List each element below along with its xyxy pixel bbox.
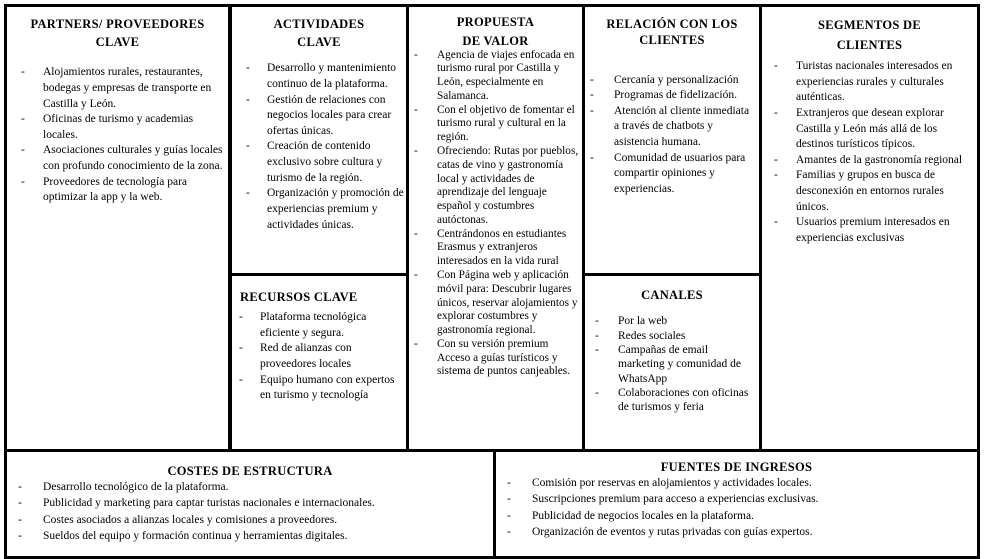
costes-title: COSTES DE ESTRUCTURA (167, 464, 333, 478)
costes-list (7, 479, 493, 544)
actividades-title (232, 15, 406, 51)
actividades-item: - Organización y promoción de experiencias premium y actividades únicas. (267, 186, 406, 233)
actividades-list (232, 61, 406, 233)
propuesta-item: - Centrándonos en estudiantes Erasmus y extranjeros interesados en la vida rural (437, 228, 580, 269)
propuesta-title-line2: DE VALOR (462, 33, 529, 48)
propuesta-title-line1: PROPUESTA (456, 15, 535, 29)
costes-block (4, 449, 496, 559)
propuesta-item: - Agencia de viajes enfocada en turismo rural por Castilla y León, especialmente en Salamanca. (437, 49, 580, 104)
propuesta-list (409, 49, 582, 380)
costes-item: - Publicidad y marketing para captar turistas nacionales e internacionales. (43, 495, 489, 511)
propuesta-item: - Con su versión premium Acceso a guías turísticos y sistema de puntos canjeables. (437, 338, 580, 379)
segmentos-title-line2: CLIENTES (836, 38, 903, 52)
fuentes-item: - Publicidad de negocios locales en la plataforma. (532, 508, 973, 524)
relacion-title-line1: RELACIÓN CON LOS (606, 17, 738, 31)
actividades-block (229, 4, 409, 276)
relacion-list (585, 73, 759, 198)
canales-block (582, 273, 762, 453)
propuesta-title (409, 13, 582, 51)
recursos-item: - Red de alianzas con proveedores locales (260, 341, 402, 372)
relacion-item: - Cercanía y personalización (614, 73, 757, 89)
fuentes-block (493, 449, 980, 559)
fuentes-item: - Comisión por reservas en alojamientos y actividades locales. (532, 475, 973, 491)
segmentos-title-line1: SEGMENTOS DE (817, 18, 922, 32)
recursos-list (232, 310, 406, 404)
relacion-item: - Programas de fidelización. (614, 88, 757, 104)
partners-block (4, 4, 231, 452)
actividades-item: - Gestión de relaciones con negocios locales para crear ofertas únicas. (267, 93, 406, 140)
segmentos-list (762, 59, 977, 247)
relacion-item: - Comunidad de usuarios para compartir opiniones y experiencias. (614, 151, 757, 198)
segmentos-item: - Usuarios premium interesados en experiencias exclusivas (796, 215, 975, 246)
partners-title (7, 15, 228, 51)
fuentes-list (496, 475, 977, 540)
relacion-block (582, 4, 762, 276)
actividades-item: - Desarrollo y mantenimiento continuo de la plataforma. (267, 61, 406, 92)
segmentos-item: - Extranjeros que desean explorar Castilla y León más allá de los destinos turísticos típicos. (796, 106, 975, 153)
partners-item: - Oficinas de turismo y academias locales. (43, 112, 226, 143)
fuentes-title: FUENTES DE INGRESOS (660, 460, 813, 474)
recursos-title: RECURSOS CLAVE (240, 290, 358, 304)
partners-item: - Proveedores de tecnología para optimizar la app y la web. (43, 175, 226, 206)
fuentes-item: - Organización de eventos y rutas privadas con guías expertos. (532, 524, 973, 540)
propuesta-block (406, 4, 585, 452)
canales-item: - Campañas de email marketing y comunidad de WhatsApp (618, 343, 755, 386)
recursos-block (229, 273, 409, 453)
canales-list (585, 314, 759, 415)
segmentos-item: - Turistas nacionales interesados en experiencias rurales y culturales auténticas. (796, 59, 975, 106)
actividades-title-line2: CLAVE (297, 35, 341, 50)
fuentes-item: - Suscripciones premium para acceso a experiencias exclusivas. (532, 491, 973, 507)
recursos-item: - Plataforma tecnológica eficiente y segura. (260, 310, 402, 341)
relacion-item: - Atención al cliente inmediata a través de chatbots y asistencia humana. (614, 104, 757, 151)
segmentos-block (759, 4, 980, 452)
partners-item: - Asociaciones culturales y guías locales con profundo conocimiento de la zona. (43, 143, 226, 174)
relacion-title-line2: CLIENTES (639, 33, 705, 48)
propuesta-item: - Ofreciendo: Rutas por pueblos, catas de vino y gastronomía local y actividades de aprendizaje del lenguaje español y costumbres autóctonas. (437, 145, 580, 228)
segmentos-title (762, 15, 977, 55)
canales-item: - Por la web (618, 314, 755, 328)
costes-item: - Desarrollo tecnológico de la plataforma. (43, 479, 489, 495)
partners-list (7, 65, 228, 206)
canales-item: - Colaboraciones con oficinas de turismos y feria (618, 386, 755, 415)
segmentos-item: - Amantes de la gastronomía regional (796, 153, 975, 169)
partners-item: - Alojamientos rurales, restaurantes, bodegas y empresas de transporte en Castilla y León. (43, 65, 226, 112)
segmentos-item: - Familias y grupos en busca de desconexión en entornos rurales únicos. (796, 168, 975, 215)
canales-item: - Redes sociales (618, 329, 755, 343)
relacion-title (585, 16, 759, 49)
actividades-title-line1: ACTIVIDADES (273, 17, 365, 31)
costes-item: - Sueldos del equipo y formación continua y herramientas digitales. (43, 528, 489, 544)
costes-item: - Costes asociados a alianzas locales y comisiones a proveedores. (43, 512, 489, 528)
propuesta-item: - Con Página web y aplicación móvil para: Descubrir lugares únicos, reservar alojamientos y explorar costumbres y gastronomía regional. (437, 269, 580, 338)
canales-title: CANALES (641, 288, 703, 302)
recursos-item: - Equipo humano con expertos en turismo y tecnología (260, 373, 402, 404)
actividades-item: - Creación de contenido exclusivo sobre cultura y turismo de la región. (267, 139, 406, 186)
partners-title-text: PARTNERS/ PROVEEDORES CLAVE (30, 17, 205, 50)
propuesta-item: - Con el objetivo de fomentar el turismo rural y cultural en la región. (437, 104, 580, 145)
